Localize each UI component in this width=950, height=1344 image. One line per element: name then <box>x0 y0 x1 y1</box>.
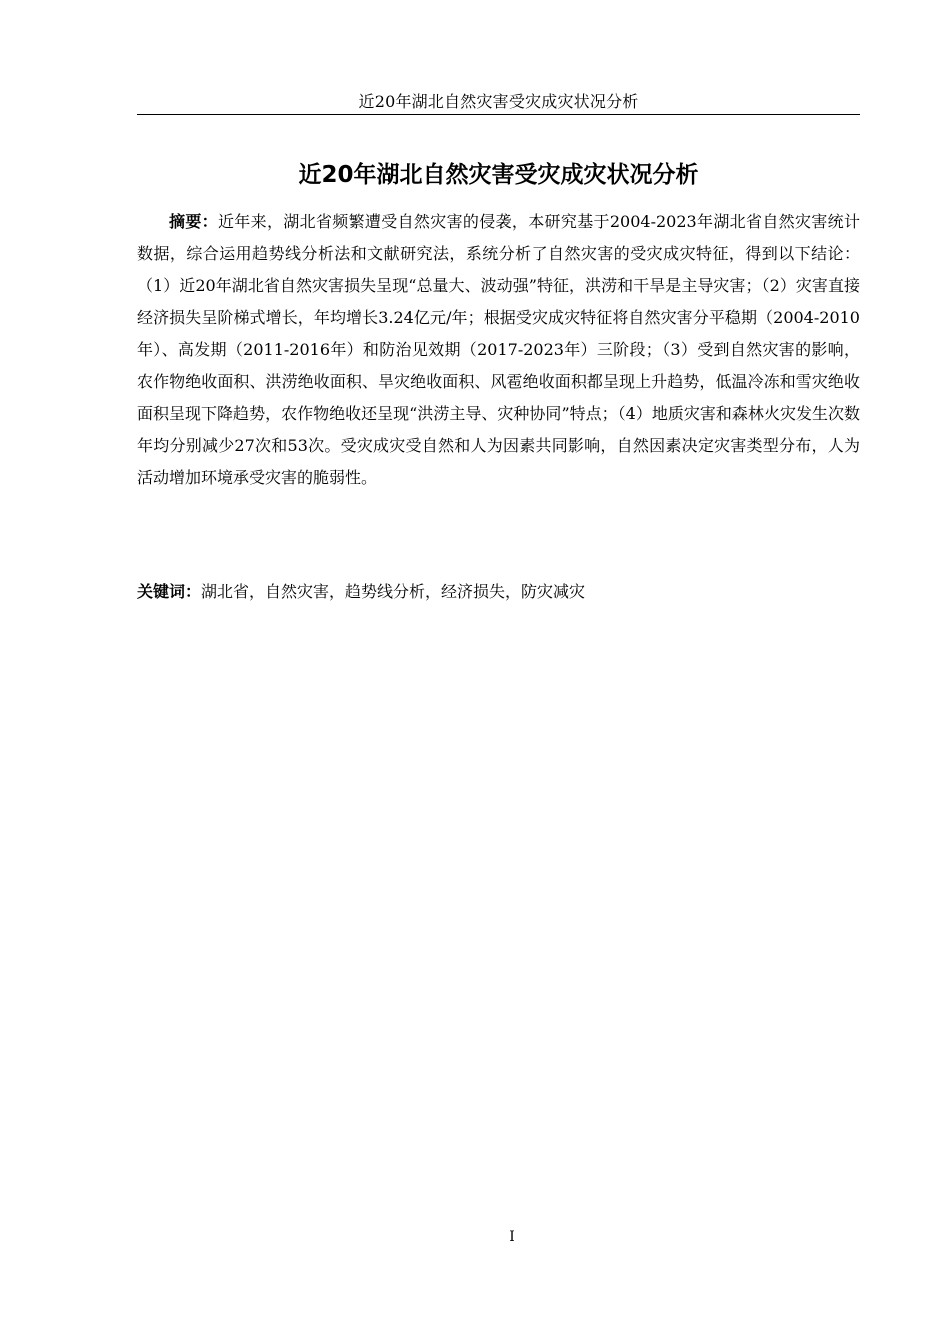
header-divider <box>137 114 860 115</box>
keywords-paragraph <box>137 576 860 608</box>
keywords-text: 湖北省，自然灾害，趋势线分析，经济损失，防灾减灾 <box>201 582 586 601</box>
running-header-title: 近20年湖北自然灾害受灾成灾状况分析 <box>358 92 639 111</box>
abstract-label: 摘要： <box>169 212 218 231</box>
document-title: 近20年湖北自然灾害受灾成灾状况分析 <box>298 162 699 188</box>
page-number: I <box>509 1229 515 1245</box>
abstract-paragraph <box>137 206 860 494</box>
abstract-text: 近年来，湖北省频繁遭受自然灾害的侵袭，本研究基于2004-2023年湖北省自然灾害统计数据，综合运用趋势线分析法和文献研究法，系统分析了自然灾害的受灾成灾特征，得到以下结论：（1）近20年湖北省自然灾害损失呈现“总量大、波动强”特征，洪涝和干旱是主导灾害；（2）灾害直接经济损失呈阶梯式增长，年均增长3.24亿元/年；根据受灾成灾特征将自然灾害分平稳期（2004-2010年）、高发期（2011-2016年）和防治见效期（2017-2023年）三阶段；（3）受到自然灾害的影响，农作物绝收面积、洪涝绝收面积、旱灾绝收面积、风雹绝收面积都呈现上升趋势，低温冷冻和雪灾绝收面积呈现下降趋势，农作物绝收还呈现“洪涝主导、灾种协同”特点；（4）地质灾害和森林火灾发生次数年均分别减少27次和53次。受灾成灾受自然和人为因素共同影响，自然因素决定灾害类型分布，人为活动增加环境承受灾害的脆弱性。 <box>137 212 860 487</box>
keywords-label: 关键词： <box>137 582 202 601</box>
